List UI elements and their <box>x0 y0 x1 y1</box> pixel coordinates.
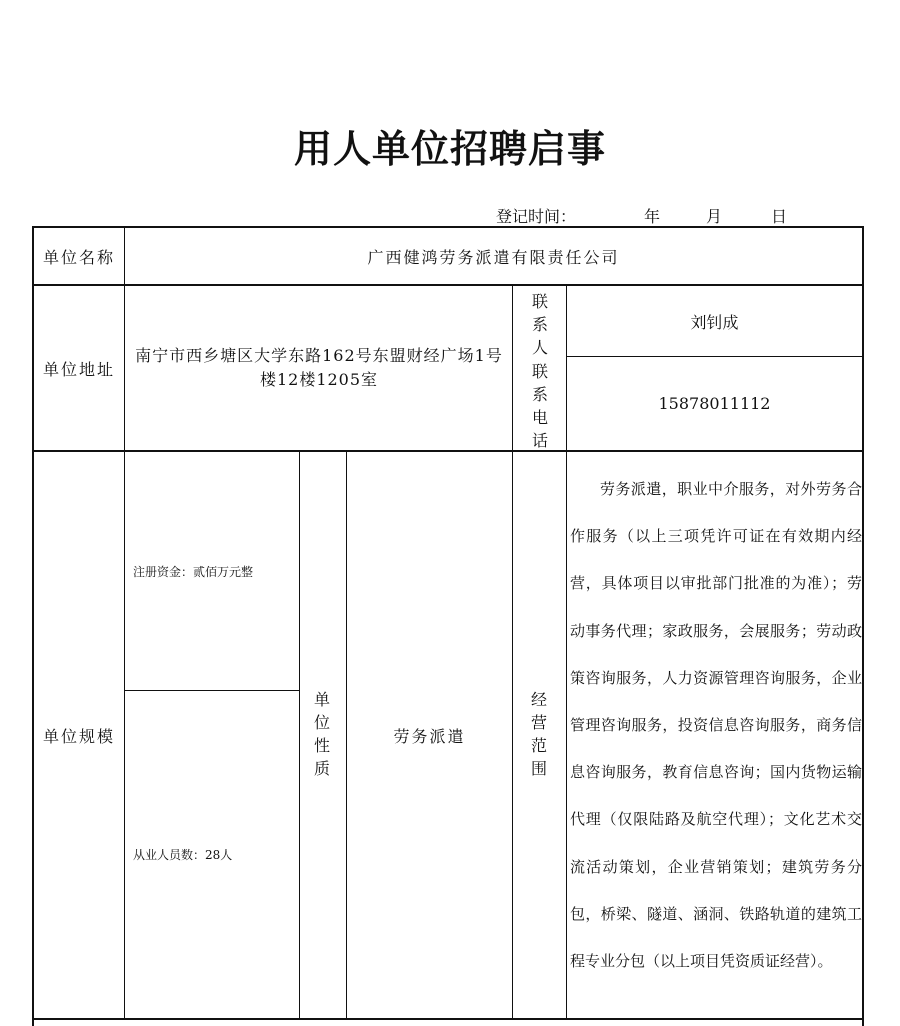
business-scope-label: 经营范围 <box>530 690 547 778</box>
contact-person-value: 刘钊成 <box>690 312 739 332</box>
registered-capital: 注册资金：贰佰万元整 <box>133 564 254 579</box>
registration-form <box>32 226 864 1026</box>
registration-year: 年 <box>644 207 661 226</box>
col-divider <box>512 284 513 1020</box>
unit-name-value: 广西健鸿劳务派遣有限责任公司 <box>367 247 620 267</box>
unit-nature-label: 单位性质 <box>313 690 330 778</box>
col-divider <box>299 450 300 1020</box>
contact-phone-label: 联系电话 <box>531 362 548 450</box>
unit-name-label: 单位名称 <box>42 247 115 267</box>
registration-label: 登记时间： <box>496 207 577 226</box>
employee-count: 从业人员数：28人 <box>133 848 233 862</box>
business-scope-value: 劳务派遣，职业中介服务，对外劳务合作服务（以上三项凭许可证在有效期内经营，具体项目以审批部门批准的为准）；劳动事务代理；家政服务，会展服务；劳动政策咨询服务，人力资源管理咨询服务，企业管理咨询服务，投资信息咨询服务，商务信息咨询服务，教育信息咨询；国内货物运输代理（仅限陆路及航空代理）；文化艺术交流活动策划，企业营销策划；建筑劳务分包，桥梁、隧道、涵洞、铁路轨道的建筑工程专业分包（以上项目凭资质证经营）。 <box>570 480 862 971</box>
registration-month: 月 <box>706 207 723 226</box>
page-title: 用人单位招聘启事 <box>293 127 606 171</box>
bottom-border <box>34 1018 862 1020</box>
unit-address-value: 南宁市西乡塘区大学东路162号东盟财经广场1号楼12楼1205室 <box>135 346 503 389</box>
registration-day: 日 <box>771 207 788 226</box>
unit-scale-label: 单位规模 <box>42 726 115 746</box>
unit-nature-value: 劳务派遣 <box>393 726 466 746</box>
unit-address-label: 单位地址 <box>42 359 115 379</box>
contact-person-label: 联系人 <box>531 292 548 357</box>
contact-phone-value: 15878011112 <box>658 394 771 413</box>
